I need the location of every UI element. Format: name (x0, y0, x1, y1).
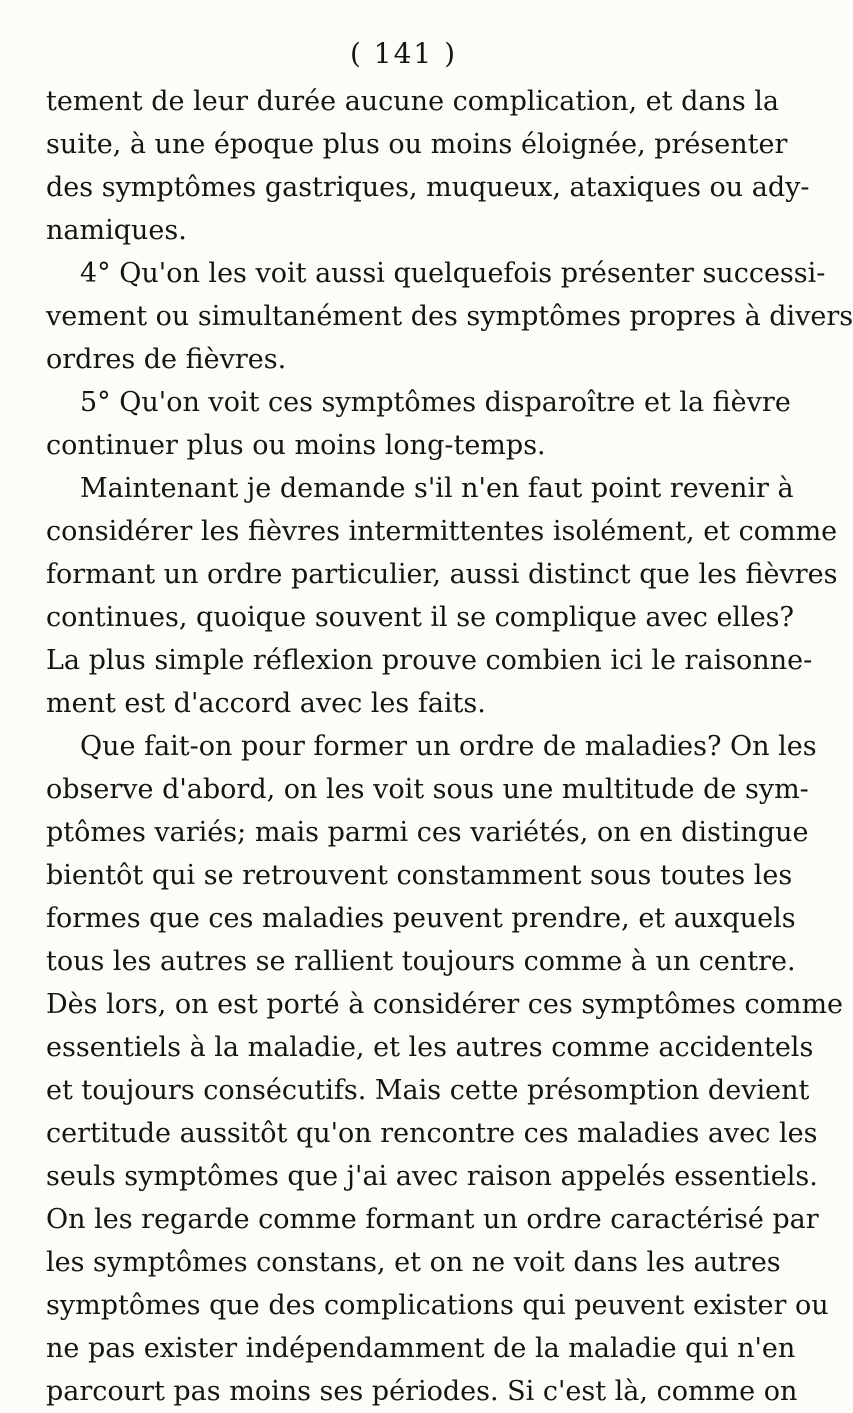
text-line: les symptômes constans, et on ne voit dans les autres (46, 1247, 781, 1278)
text-line: ne pas exister indépendamment de la maladie qui n'en (46, 1333, 796, 1364)
text-line: observe d'abord, on les voit sous une multitude de sym- (46, 774, 809, 805)
text-line: tement de leur durée aucune complication, et dans la (46, 86, 780, 117)
text-line: suite, à une époque plus ou moins éloignée, présenter (46, 129, 788, 160)
text-line: considérer les fièvres intermittentes isolément, et comme (46, 516, 838, 547)
text-line: formes que ces maladies peuvent prendre, et auxquels (46, 903, 796, 934)
text-line: Maintenant je demande s'il n'en faut point revenir à (80, 473, 794, 504)
text-line: des symptômes gastriques, muqueux, ataxiques ou ady- (46, 172, 810, 203)
page-body-text (46, 80, 853, 1413)
text-line: certitude aussitôt qu'on rencontre ces maladies avec les (46, 1118, 818, 1149)
text-line: On les regarde comme formant un ordre caractérisé par (46, 1204, 819, 1235)
text-line: tous les autres se rallient toujours comme à un centre. (46, 946, 796, 977)
text-line: et toujours consécutifs. Mais cette présomption devient (46, 1075, 810, 1106)
page-number: ( 141 ) (349, 37, 458, 70)
text-line: Que fait-on pour former un ordre de maladies? On les (80, 731, 817, 762)
text-line: bientôt qui se retrouvent constamment sous toutes les (46, 860, 793, 891)
text-line: seuls symptômes que j'ai avec raison appelés essentiels. (46, 1161, 818, 1192)
text-line: vement ou simultanément des symptômes propres à divers (46, 301, 853, 332)
text-line: symptômes que des complications qui peuvent exister ou (46, 1290, 829, 1321)
text-line: Dès lors, on est porté à considérer ces symptômes comme (46, 989, 844, 1020)
text-line: ordres de fièvres. (46, 344, 287, 375)
text-line: continuer plus ou moins long-temps. (46, 430, 546, 461)
text-line: ptômes variés; mais parmi ces variétés, on en distingue (46, 817, 809, 848)
text-line: parcourt pas moins ses périodes. Si c'est là, comme on (46, 1376, 798, 1407)
text-line: continues, quoique souvent il se complique avec elles? (46, 602, 795, 633)
text-line: essentiels à la maladie, et les autres comme accidentels (46, 1032, 814, 1063)
text-line: formant un ordre particulier, aussi distinct que les fièvres (46, 559, 838, 590)
text-line: namiques. (46, 215, 187, 246)
text-line: ment est d'accord avec les faits. (46, 688, 486, 719)
text-line: La plus simple réflexion prouve combien ici le raisonne- (46, 645, 813, 676)
text-line: 4° Qu'on les voit aussi quelquefois présenter successi- (80, 258, 826, 289)
text-line: 5° Qu'on voit ces symptômes disparoître et la fièvre (80, 387, 791, 418)
